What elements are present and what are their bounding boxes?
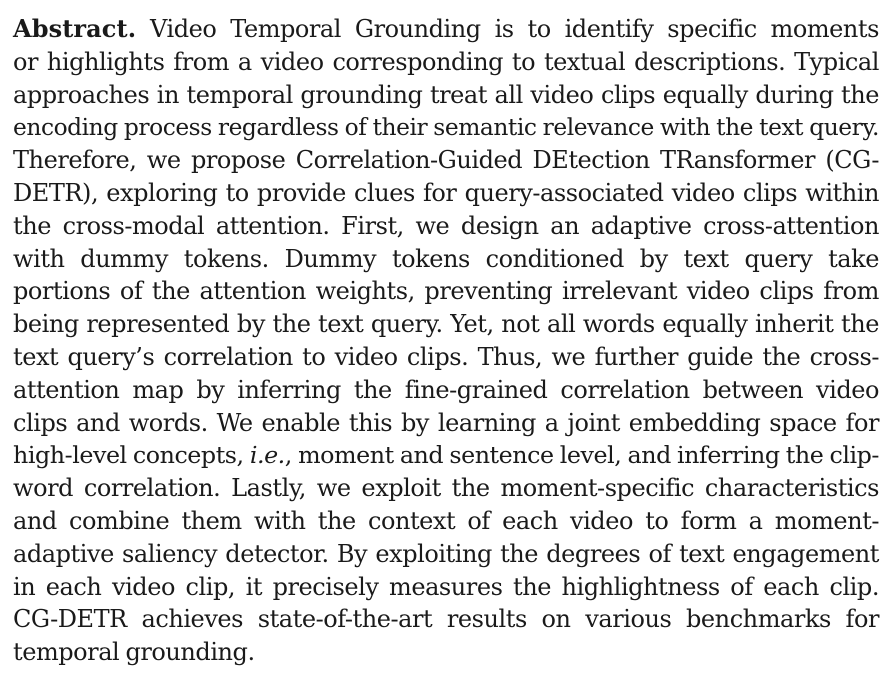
abstract-line-20: temporal grounding. [13,638,255,667]
abstract-line-14 [13,439,879,472]
abstract-line-8: with dummy tokens. Dummy tokens conditioned by text query take [13,244,879,273]
abstract-line-17: adaptive saliency detector. By exploiting the degrees of text engagement [13,539,879,568]
abstract-line-1-text: Video Temporal Grounding is to identify specific moments [150,15,879,43]
abstract-line-13: clips and words. We enable this by learning a joint embedding space for [13,408,879,437]
abstract-line-4: encoding process regardless of their semantic relevance with the text query. [13,113,879,142]
abstract-line-14-after: , moment and sentence level, and inferring the clip- [284,441,879,470]
abstract-line-12: attention map by inferring the fine-grained correlation between video [13,375,879,404]
abstract-line-3: approaches in temporal grounding treat all video clips equally during the [13,80,879,109]
abstract-line-11: text query’s correlation to video clips. Thus, we further guide the cross- [13,342,879,371]
abstract-paragraph [13,13,879,669]
abstract-line-7: the cross-modal attention. First, we design an adaptive cross-attention [13,211,879,240]
abstract-heading: Abstract. [13,14,137,43]
abstract-line-1 [13,13,879,46]
abstract-line-6: DETR), exploring to provide clues for query-associated video clips within [13,178,879,207]
abstract-line-18: in each video clip, it precisely measures the highlightness of each clip. [13,572,879,601]
abstract-line-5: Therefore, we propose Correlation-Guided DEtection TRansformer (CG- [13,146,879,175]
abstract-line-15: word correlation. Lastly, we exploit the moment-specific characteristics [13,474,879,503]
abstract-line-14-italic: i.e. [249,441,285,470]
abstract-line-19: CG-DETR achieves state-of-the-art results on various benchmarks for [13,605,879,634]
abstract-line-10: being represented by the text query. Yet, not all words equally inherit the [13,310,879,339]
abstract-line-2: or highlights from a video corresponding to textual descriptions. Typical [13,47,879,76]
abstract-line-9: portions of the attention weights, preventing irrelevant video clips from [13,277,879,306]
abstract-line-14-before: high-level concepts, [13,441,250,470]
abstract-line-16: and combine them with the context of each video to form a moment- [13,506,879,535]
